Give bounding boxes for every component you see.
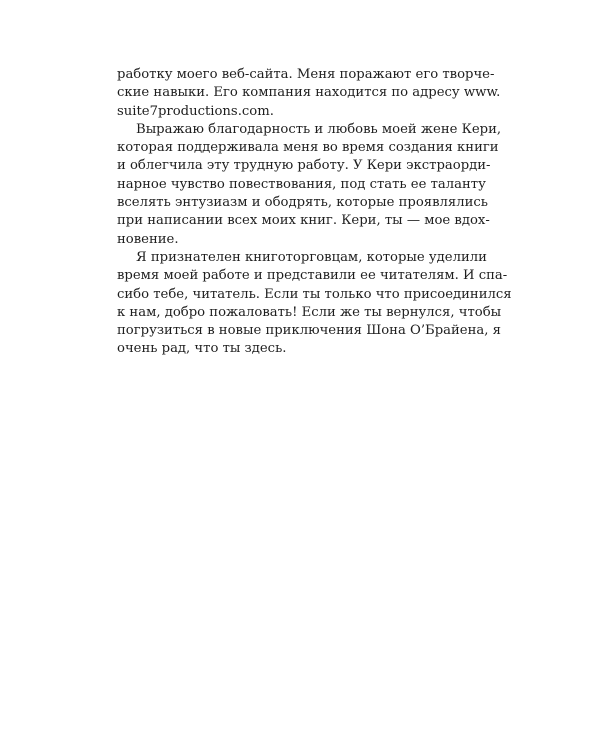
text-line: погрузиться в новые приключения Шона О’Брайена, я xyxy=(117,323,501,339)
paragraph-3 xyxy=(117,249,512,359)
paragraph-2 xyxy=(117,121,502,249)
text-line: Выражаю благодарность и любовь моей жене Кери, xyxy=(136,121,502,137)
text-line: Я признателен книготорговцам, которые уделили xyxy=(136,249,487,265)
text-line: к нам, добро пожаловать! Если же ты вернулся, чтобы xyxy=(117,304,502,320)
text-line: которая поддерживала меня во время создания книги xyxy=(117,140,499,156)
text-line: новение. xyxy=(117,231,179,247)
text-line: при написании всех моих книг. Кери, ты — мое вдох- xyxy=(117,213,490,229)
text-line: работку моего веб-сайта. Меня поражают его творче- xyxy=(117,67,495,82)
text-line: ские навыки. Его компания находится по адресу www. xyxy=(117,85,501,101)
text-line: сибо тебе, читатель. Если ты только что присоединился xyxy=(117,286,512,302)
text-line: вселять энтузиазм и ободрять, которые проявлялись xyxy=(117,195,488,211)
paragraph-1 xyxy=(117,66,501,121)
text-line: нарное чувство повествования, под стать ее таланту xyxy=(117,176,486,192)
text-line: suite7productions.com. xyxy=(117,103,274,119)
text-line: и облегчила эту трудную работу. У Кери экстраорди- xyxy=(117,158,491,174)
text-line: очень рад, что ты здесь. xyxy=(117,341,287,357)
body-text xyxy=(117,66,512,359)
text-line: время моей работе и представили ее читателям. И спа- xyxy=(117,268,508,284)
